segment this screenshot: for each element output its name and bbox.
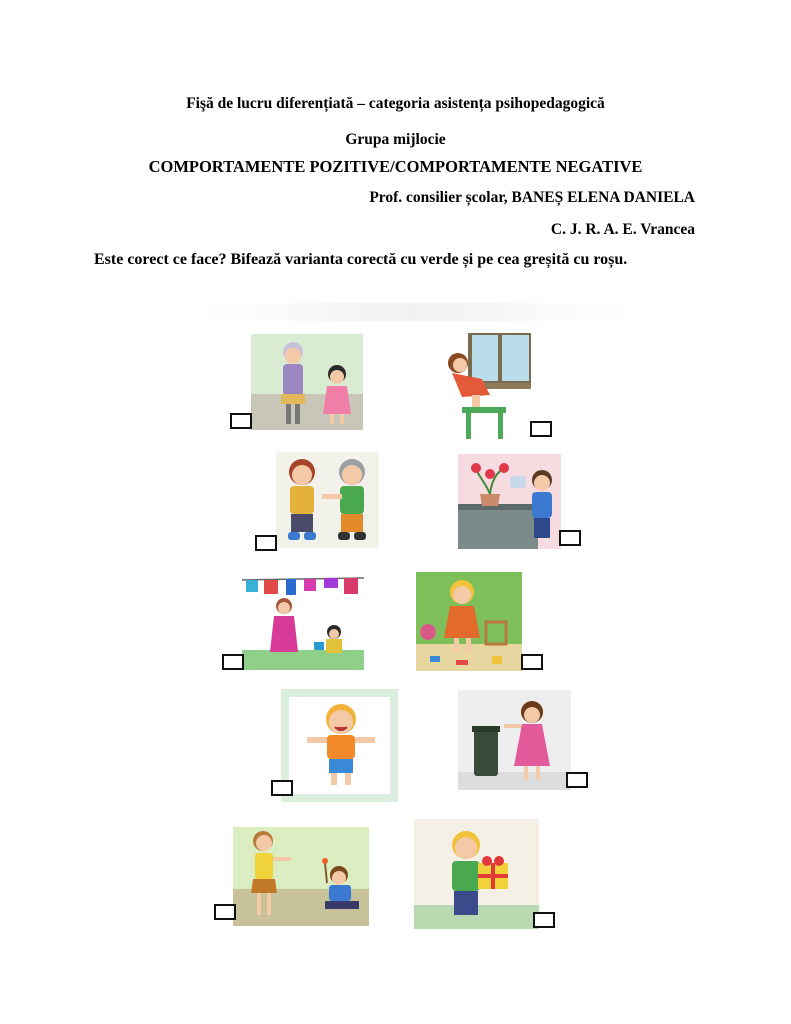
illustration-woman-boy-match xyxy=(233,827,369,926)
scan-artifact xyxy=(200,303,630,321)
instruction-text: Este corect ce face? Bifează varianta corectă cu verde și pe cea greșită cu roșu. xyxy=(94,251,628,268)
illustration-boys-arguing xyxy=(276,452,379,548)
author-line: Prof. consilier școlar, BANEȘ ELENA DANIELA xyxy=(369,189,695,206)
checkbox-7[interactable] xyxy=(271,780,293,796)
illustration-girl-trash-bin xyxy=(458,690,571,790)
group-label: Grupa mijlocie xyxy=(345,131,446,148)
institution-line: C. J. R. A. E. Vrancea xyxy=(550,221,695,238)
checkbox-10[interactable] xyxy=(533,912,555,928)
illustration-girl-messy-toys xyxy=(416,572,522,671)
checkbox-2[interactable] xyxy=(530,421,552,437)
checkbox-9[interactable] xyxy=(214,904,236,920)
illustration-crying-boy xyxy=(281,689,398,802)
checkbox-6[interactable] xyxy=(521,654,543,670)
checkbox-8[interactable] xyxy=(566,772,588,788)
checkbox-5[interactable] xyxy=(222,654,244,670)
illustration-grandma-girl xyxy=(251,334,363,430)
illustration-boy-watering-plant xyxy=(458,454,561,549)
illustration-child-on-chair-window xyxy=(432,333,531,439)
checkbox-3[interactable] xyxy=(255,535,277,551)
illustration-boy-with-gift xyxy=(414,819,539,929)
topic-heading: COMPORTAMENTE POZITIVE/COMPORTAMENTE NEGATIVE xyxy=(148,157,643,176)
checkbox-1[interactable] xyxy=(230,413,252,429)
illustration-mother-laundry-child xyxy=(242,574,364,670)
worksheet-title: Fişă de lucru diferențiată – categoria asistența psihopedagogică xyxy=(186,95,605,112)
checkbox-4[interactable] xyxy=(559,530,581,546)
